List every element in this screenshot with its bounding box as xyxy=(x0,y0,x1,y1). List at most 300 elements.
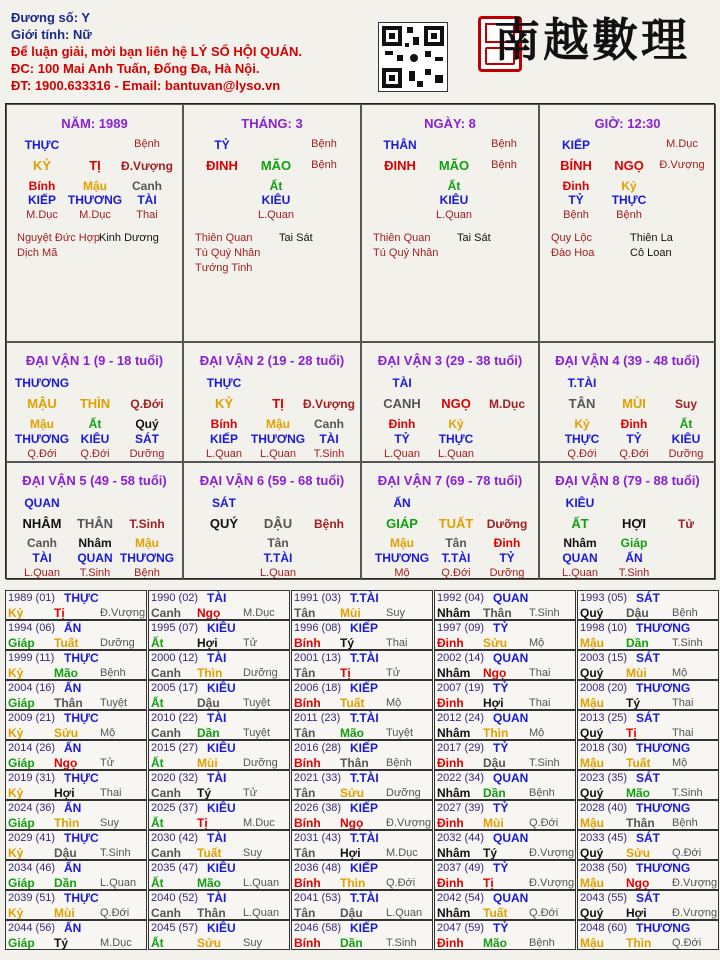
earthly-branch: DẬU xyxy=(263,516,293,531)
year-god: T.TÀI xyxy=(350,651,379,665)
year-god: ẤN xyxy=(64,921,82,935)
year-god: TÀI xyxy=(207,711,227,725)
year-cell xyxy=(148,650,290,680)
dai-van-god: QUAN xyxy=(24,496,60,510)
year-phase: M.Dục xyxy=(243,817,275,829)
year-branch: Sửu xyxy=(483,636,508,650)
hidden-stem: Kỷ xyxy=(621,179,637,193)
year-stem: Bính xyxy=(294,936,321,950)
hidden-phase: L.Quan xyxy=(259,567,297,579)
phase: Dưỡng xyxy=(486,517,528,531)
year-label: 1991 (03) xyxy=(294,592,342,604)
year-branch: Mùi xyxy=(340,606,361,620)
year-stem: Canh xyxy=(151,666,181,680)
year-branch: Dậu xyxy=(197,696,220,710)
hidden-stem: Đinh xyxy=(493,536,521,550)
year-stem: Nhâm xyxy=(437,726,471,740)
hidden-phase: Bệnh xyxy=(616,209,642,221)
earthly-branch: THÂN xyxy=(76,516,114,531)
year-label: 2043 (55) xyxy=(580,892,628,904)
year-stem: Kỷ xyxy=(8,906,24,920)
hidden-phase: L.Quan xyxy=(435,209,473,221)
year-god: SÁT xyxy=(636,651,660,665)
year-stem: Tân xyxy=(294,906,316,920)
year-phase: Q.Đới xyxy=(529,817,559,829)
year-cell xyxy=(434,620,576,650)
year-branch: Dần xyxy=(197,726,220,740)
year-label: 2014 (26) xyxy=(8,742,56,754)
year-phase: Tử xyxy=(100,757,115,769)
year-stem: Kỷ xyxy=(8,846,24,860)
year-branch: Dậu xyxy=(626,606,649,620)
hidden-god: TỶ xyxy=(214,138,230,152)
year-phase: M.Dục xyxy=(243,607,275,619)
year-god: THỰC xyxy=(64,651,99,665)
heavenly-stem: ĐINH xyxy=(384,158,416,173)
year-god: KIẾP xyxy=(350,801,379,815)
hidden-stem: Canh xyxy=(314,417,344,431)
year-god: QUAN xyxy=(493,891,529,905)
year-cell xyxy=(291,680,433,710)
year-stem: Đinh xyxy=(437,816,464,830)
hidden-stem: Nhâm xyxy=(78,536,112,550)
year-label: 1989 (01) xyxy=(8,592,56,604)
hidden-god: TÀI xyxy=(137,193,157,207)
year-phase: L.Quan xyxy=(243,877,280,889)
hidden-god: KIẾP xyxy=(27,193,57,207)
owner-name: Đương số: Y xyxy=(11,10,91,25)
year-cell xyxy=(5,650,147,680)
year-label: 2012 (24) xyxy=(437,712,485,724)
year-phase: T.Sinh xyxy=(100,847,131,859)
year-cell xyxy=(291,920,433,950)
year-god: TỶ xyxy=(493,801,509,815)
qr-code-icon xyxy=(378,22,448,92)
star: Dịch Mã xyxy=(17,247,58,259)
year-cell xyxy=(5,830,147,860)
year-branch: Thân xyxy=(626,816,655,830)
hidden-god: TÀI xyxy=(319,432,339,446)
year-phase: Đ.Vượng xyxy=(529,877,575,889)
year-label: 2013 (25) xyxy=(580,712,628,724)
year-cell xyxy=(434,860,576,890)
hidden-god: KIÊU xyxy=(80,432,110,446)
year-branch: Sửu xyxy=(54,726,79,740)
year-cell xyxy=(148,590,290,620)
hidden-stem: Đinh xyxy=(388,417,416,431)
year-label: 1993 (05) xyxy=(580,592,628,604)
year-label: 2026 (38) xyxy=(294,802,342,814)
year-branch: Thân xyxy=(197,906,226,920)
year-label: 1996 (08) xyxy=(294,622,342,634)
year-cell xyxy=(291,770,433,800)
year-label: 2025 (37) xyxy=(151,802,199,814)
year-stem: Ất xyxy=(151,876,164,890)
year-label: 2027 (39) xyxy=(437,802,485,814)
dai-van-god: ẤN xyxy=(393,496,411,510)
year-stem: Tân xyxy=(294,606,316,620)
year-phase: Mộ xyxy=(672,667,688,679)
year-branch: Dần xyxy=(54,876,77,890)
year-god: KIẾP xyxy=(350,861,379,875)
year-phase: Q.Đới xyxy=(386,877,416,889)
hidden-stem: Nhâm xyxy=(563,536,597,550)
gender: Giới tính: Nữ xyxy=(11,27,92,42)
pillar-title: GIỜ: 12:30 xyxy=(594,116,661,131)
hidden-god: KIẾP xyxy=(209,432,239,446)
heavenly-stem: QUÝ xyxy=(209,516,239,531)
year-label: 2006 (18) xyxy=(294,682,342,694)
year-stem: Canh xyxy=(151,906,181,920)
year-stem: Mậu xyxy=(580,636,604,650)
year-cell xyxy=(148,770,290,800)
heavenly-stem: CANH xyxy=(383,396,421,411)
year-god: TỶ xyxy=(493,921,509,935)
year-branch: Thìn xyxy=(483,726,509,740)
year-label: 2037 (49) xyxy=(437,862,485,874)
phase: Đ.Vượng xyxy=(659,159,705,171)
year-stem: Quý xyxy=(580,666,604,680)
year-label: 2047 (59) xyxy=(437,922,485,934)
hidden-phase: M.Dục xyxy=(26,209,58,221)
star: Kinh Dương xyxy=(99,232,159,244)
star: Quy Lộc xyxy=(551,232,592,244)
year-cell xyxy=(291,800,433,830)
year-cell xyxy=(5,680,147,710)
year-cell xyxy=(291,590,433,620)
year-label: 2034 (46) xyxy=(8,862,56,874)
pillar-day xyxy=(361,104,539,342)
year-phase: Mộ xyxy=(529,727,545,739)
year-phase: Tử xyxy=(243,637,258,649)
year-branch: Mùi xyxy=(197,756,218,770)
year-cell xyxy=(434,830,576,860)
year-stem: Quý xyxy=(580,846,604,860)
year-label: 2003 (15) xyxy=(580,652,628,664)
year-label: 2039 (51) xyxy=(8,892,56,904)
hidden-stem: Ất xyxy=(679,417,693,431)
year-cell xyxy=(291,890,433,920)
phase: Bệnh xyxy=(491,159,517,171)
year-phase: Mộ xyxy=(100,727,116,739)
hidden-god: THÂN xyxy=(383,138,417,152)
year-god: T.TÀI xyxy=(350,771,379,785)
hidden-phase: Q.Đới xyxy=(619,448,649,460)
year-god: SÁT xyxy=(636,591,660,605)
hidden-stem: Mậu xyxy=(266,417,290,431)
year-stem: Ất xyxy=(151,936,164,950)
year-phase: Dưỡng xyxy=(100,637,135,649)
year-branch: Tý xyxy=(626,696,641,710)
year-god: TÀI xyxy=(207,651,227,665)
year-cell xyxy=(148,830,290,860)
year-god: THỰC xyxy=(64,771,99,785)
earthly-branch: TỊ xyxy=(89,158,101,173)
year-label: 2028 (40) xyxy=(580,802,628,814)
dai-van-god: TÀI xyxy=(392,376,412,390)
year-stem: Kỷ xyxy=(8,606,24,620)
year-cell xyxy=(148,620,290,650)
year-label: 2031 (43) xyxy=(294,832,342,844)
year-stem: Giáp xyxy=(8,876,35,890)
year-branch: Hợi xyxy=(340,846,361,860)
year-god: ẤN xyxy=(64,741,82,755)
year-stem: Quý xyxy=(580,906,604,920)
hidden-phase: T.Sinh xyxy=(618,567,650,579)
year-stem: Ất xyxy=(151,816,164,830)
year-branch: Mão xyxy=(340,726,364,740)
year-god: THƯƠNG xyxy=(636,921,691,935)
hidden-god: KIÊU xyxy=(671,432,701,446)
year-branch: Tý xyxy=(54,936,69,950)
year-label: 1990 (02) xyxy=(151,592,199,604)
year-god: TÀI xyxy=(207,771,227,785)
year-god: QUAN xyxy=(493,591,529,605)
phase: M.Dục xyxy=(489,397,525,411)
year-phase: Tuyệt xyxy=(386,727,414,739)
year-cell xyxy=(434,590,576,620)
hidden-phase: T.Sinh xyxy=(313,448,345,460)
year-phase: Dưỡng xyxy=(243,757,278,769)
year-branch: Thìn xyxy=(626,936,652,950)
year-branch: Ngọ xyxy=(197,606,221,620)
year-branch: Tý xyxy=(340,636,355,650)
year-cell xyxy=(577,620,719,650)
star: Tai Sát xyxy=(457,232,491,244)
year-branch: Hợi xyxy=(197,636,218,650)
year-label: 2008 (20) xyxy=(580,682,628,694)
heavenly-stem: KỶ xyxy=(214,396,234,411)
hidden-god: KIÊU xyxy=(439,193,469,207)
year-phase: Đ.Vượng xyxy=(529,847,575,859)
hidden-god: TỶ xyxy=(499,551,515,565)
pillar-title: NĂM: 1989 xyxy=(61,116,128,131)
year-stem: Bính xyxy=(294,816,321,830)
year-label: 2022 (34) xyxy=(437,772,485,784)
year-phase: Thai xyxy=(672,727,694,739)
year-cell xyxy=(5,890,147,920)
hidden-stem: Ất xyxy=(447,179,461,193)
dai-van-4 xyxy=(539,342,716,462)
star: Thiên Quan xyxy=(195,232,253,244)
year-branch: Hợi xyxy=(626,906,647,920)
hidden-god: QUAN xyxy=(562,551,598,565)
hidden-god: THƯƠNG xyxy=(250,432,306,446)
year-god: KIẾP xyxy=(350,921,379,935)
year-label: 1995 (07) xyxy=(151,622,199,634)
hidden-god: THỰC xyxy=(611,193,647,207)
year-branch: Hợi xyxy=(54,786,75,800)
year-stem: Canh xyxy=(151,606,181,620)
year-branch: Thìn xyxy=(197,666,223,680)
year-cell xyxy=(577,740,719,770)
year-cell xyxy=(148,740,290,770)
dai-van-god: T.TÀI xyxy=(567,376,597,390)
year-phase: Dưỡng xyxy=(243,667,278,679)
year-phase: T.Sinh xyxy=(529,757,560,769)
year-cell xyxy=(291,830,433,860)
phase: Suy xyxy=(674,397,698,411)
star: Tai Sát xyxy=(279,232,313,244)
year-cell xyxy=(434,890,576,920)
year-label: 2019 (31) xyxy=(8,772,56,784)
year-cell xyxy=(577,590,719,620)
annual-luck-grid xyxy=(5,590,716,950)
year-god: THƯƠNG xyxy=(636,801,691,815)
dai-van-god: KIÊU xyxy=(565,496,595,510)
year-cell xyxy=(5,860,147,890)
dai-van-title: ĐẠI VẬN 5 (49 - 58 tuổi) xyxy=(22,473,167,488)
year-stem: Đinh xyxy=(437,636,464,650)
hidden-god: TỶ xyxy=(626,432,642,446)
year-phase: Suy xyxy=(100,817,119,829)
year-branch: Thân xyxy=(483,606,512,620)
year-god: TÀI xyxy=(207,831,227,845)
year-cell xyxy=(5,740,147,770)
year-god: SÁT xyxy=(636,891,660,905)
year-phase: Tuyệt xyxy=(243,697,271,709)
year-phase: T.Sinh xyxy=(386,937,417,949)
year-phase: M.Dục xyxy=(100,937,132,949)
year-cell xyxy=(434,740,576,770)
year-god: TÀI xyxy=(207,891,227,905)
year-label: 2017 (29) xyxy=(437,742,485,754)
pillar-title: THÁNG: 3 xyxy=(241,116,303,131)
hidden-god: TỶ xyxy=(394,432,410,446)
year-cell xyxy=(291,710,433,740)
year-stem: Kỷ xyxy=(8,726,24,740)
star: Thiên Quan xyxy=(373,232,431,244)
contact-notice: Để luận giải, mời bạn liên hệ LÝ SỐ HỘI QUÁN. xyxy=(11,44,302,59)
year-stem: Quý xyxy=(580,606,604,620)
hidden-phase: L.Quan xyxy=(205,448,243,460)
year-cell xyxy=(291,740,433,770)
star: Tú Quý Nhân xyxy=(373,247,439,259)
year-phase: L.Quan xyxy=(386,907,423,919)
hidden-god: QUAN xyxy=(77,551,113,565)
year-branch: Thân xyxy=(54,696,83,710)
year-branch: Tuất xyxy=(483,906,508,920)
year-phase: Q.Đới xyxy=(529,907,559,919)
earthly-branch: THÌN xyxy=(79,396,111,411)
year-cell xyxy=(5,620,147,650)
remark: Bệnh xyxy=(491,138,517,150)
year-cell xyxy=(577,770,719,800)
year-god: KIÊU xyxy=(207,921,236,935)
star: Nguyệt Đức Hợp xyxy=(17,232,101,244)
year-cell xyxy=(577,890,719,920)
year-phase: Tuyệt xyxy=(100,697,128,709)
hidden-god: THƯƠNG xyxy=(67,193,123,207)
hidden-phase: Q.Đới xyxy=(27,448,57,460)
year-cell xyxy=(434,650,576,680)
dai-van-6 xyxy=(183,462,361,580)
year-stem: Ất xyxy=(151,696,164,710)
phase: T.Sinh xyxy=(129,517,165,531)
earthly-branch: NGỌ xyxy=(614,158,644,173)
year-phase: Dưỡng xyxy=(386,787,421,799)
year-god: SÁT xyxy=(636,711,660,725)
year-phase: Bệnh xyxy=(529,787,555,799)
year-stem: Tân xyxy=(294,846,316,860)
year-phase: Bệnh xyxy=(100,667,126,679)
year-phase: M.Dục xyxy=(386,847,418,859)
hidden-stem: Quý xyxy=(135,417,159,431)
year-stem: Nhâm xyxy=(437,606,471,620)
year-god: TỶ xyxy=(493,741,509,755)
year-stem: Giáp xyxy=(8,936,35,950)
hidden-god: THƯƠNG xyxy=(374,551,430,565)
year-god: T.TÀI xyxy=(350,831,379,845)
year-god: KIÊU xyxy=(207,621,236,635)
year-branch: Thân xyxy=(340,756,369,770)
year-god: THƯƠNG xyxy=(636,621,691,635)
year-stem: Bính xyxy=(294,876,321,890)
year-phase: T.Sinh xyxy=(672,637,703,649)
year-phase: Đ.Vượng xyxy=(672,877,718,889)
year-branch: Dậu xyxy=(340,906,363,920)
hidden-phase: L.Quan xyxy=(259,448,297,460)
star: Tướng Tinh xyxy=(195,262,253,274)
year-label: 2044 (56) xyxy=(8,922,56,934)
dai-van-title: ĐẠI VẬN 7 (69 - 78 tuổi) xyxy=(377,473,523,488)
year-cell xyxy=(434,680,576,710)
year-stem: Quý xyxy=(580,786,604,800)
year-god: THỰC xyxy=(64,891,99,905)
year-cell xyxy=(291,860,433,890)
year-branch: Tý xyxy=(197,786,212,800)
hidden-god: THỰC xyxy=(438,432,474,446)
year-branch: Mùi xyxy=(626,666,647,680)
star: Tú Quý Nhân xyxy=(195,247,261,259)
hidden-stem: Đinh xyxy=(620,417,648,431)
hidden-stem: Đinh xyxy=(562,179,590,193)
year-label: 2016 (28) xyxy=(294,742,342,754)
hidden-god: KIẾP xyxy=(561,138,591,152)
phone-email: ĐT: 1900.633316 - Email: bantuvan@lyso.vn xyxy=(11,78,281,93)
year-stem: Nhâm xyxy=(437,846,471,860)
year-stem: Tân xyxy=(294,666,316,680)
year-branch: Mão xyxy=(54,666,78,680)
year-god: KIÊU xyxy=(207,861,236,875)
year-god: THƯƠNG xyxy=(636,681,691,695)
hidden-phase: L.Quan xyxy=(23,567,61,579)
remark: Bệnh xyxy=(134,138,160,150)
address: ĐC: 100 Mai Anh Tuấn, Đống Đa, Hà Nội. xyxy=(11,61,260,76)
hidden-phase: Dưỡng xyxy=(129,448,165,460)
hidden-god: T.TÀI xyxy=(441,551,471,565)
year-branch: Dần xyxy=(626,636,649,650)
year-stem: Quý xyxy=(580,726,604,740)
year-cell xyxy=(434,710,576,740)
year-stem: Mậu xyxy=(580,696,604,710)
year-phase: Bệnh xyxy=(386,757,412,769)
dai-van-god: SÁT xyxy=(212,496,236,510)
hidden-phase: T.Sinh xyxy=(79,567,111,579)
year-label: 2046 (58) xyxy=(294,922,342,934)
year-stem: Giáp xyxy=(8,816,35,830)
year-cell xyxy=(148,800,290,830)
year-god: KIÊU xyxy=(207,801,236,815)
year-branch: Dậu xyxy=(54,846,77,860)
year-cell xyxy=(148,710,290,740)
year-stem: Bính xyxy=(294,756,321,770)
year-branch: Sửu xyxy=(340,786,365,800)
year-label: 2042 (54) xyxy=(437,892,485,904)
star: Cô Loan xyxy=(630,247,672,259)
year-label: 1997 (09) xyxy=(437,622,485,634)
hidden-stem: Bính xyxy=(28,179,56,193)
